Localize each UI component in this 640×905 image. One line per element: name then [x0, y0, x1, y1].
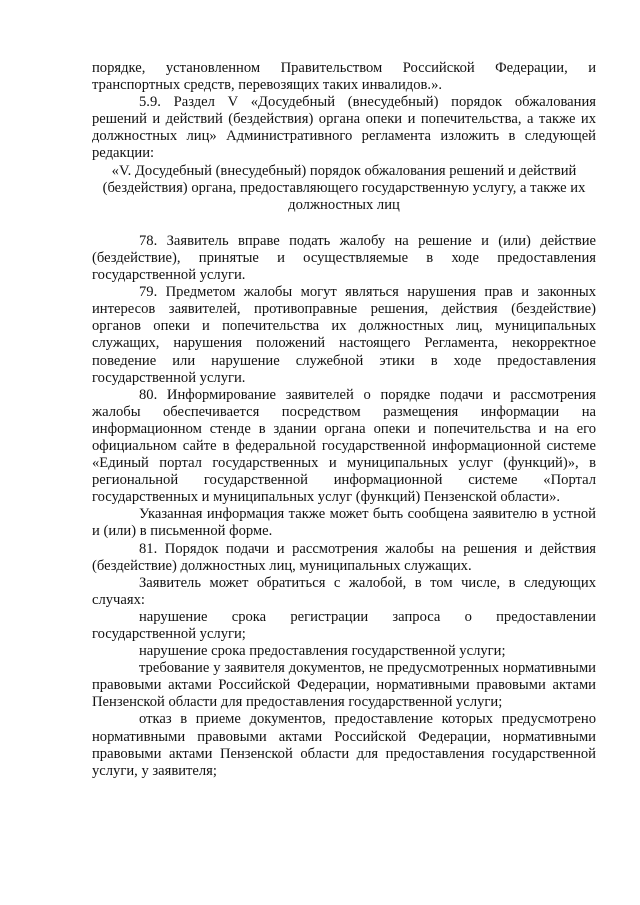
paragraph-79: 79. Предметом жалобы могут являться нарушения прав и законных интересов заявителей, противоправные решения, действия (бездействие) органов опеки и попечительства их должностных лиц, муниципальных служащих, нарушения положений настоящего Регламента, некорректное поведение или нарушение служебной этики в ходе предоставления государственной услуги. [92, 284, 596, 386]
paragraph-78: 78. Заявитель вправе подать жалобу на решение и (или) действие (бездействие), принятые и осуществляемые в ходе предоставления государственной услуги. [92, 232, 596, 284]
paragraph-80-note: Указанная информация также может быть сообщена заявителю в устной и (или) в письменной форме. [92, 506, 596, 540]
paragraph-cases-intro: Заявитель может обратиться с жалобой, в том числе, в следующих случаях: [92, 574, 596, 608]
list-item-documents-required: требование у заявителя документов, не предусмотренных нормативными правовыми актами Российской Федерации, нормативными правовыми актами Пензенской области для предоставления государственной услуги; [92, 660, 596, 711]
list-item-refusal: отказ в приеме документов, предоставление которых предусмотрено нормативными правовыми актами Российской Федерации, нормативными правовыми актами Пензенской области для предоставления государственной услуги, у заявителя; [92, 711, 596, 779]
paragraph-81: 81. Порядок подачи и рассмотрения жалобы на решения и действия (бездействие) должностных лиц, муниципальных служащих. [92, 540, 596, 574]
spacer [92, 214, 596, 233]
section-heading: «V. Досудебный (внесудебный) порядок обжалования решений и действий (бездействия) органа, предоставляющего государственную услугу, а также их должностных лиц [102, 162, 586, 213]
document-page [92, 60, 596, 780]
paragraph-80: 80. Информирование заявителей о порядке подачи и рассмотрения жалобы обеспечивается посредством размещения информации на информационном стенде в здании органа опеки и попечительства и на его официальном сайте в федеральной государственной информационной системе «Единый портал государственных и муниципальных услуг (функций)», в региональной государственной информационной системе «Портал государственных и муниципальных услуг (функций) Пензенской области». [92, 386, 596, 506]
list-item-deadline: нарушение срока предоставления государственной услуги; [139, 643, 506, 660]
list-item-registration: нарушение срока регистрации запроса о предоставлении государственной услуги; [92, 608, 596, 642]
paragraph-continuation: порядке, установленном Правительством Российской Федерации, и транспортных средств, перевозящих таких инвалидов.». [92, 60, 596, 94]
paragraph-5-9: 5.9. Раздел V «Досудебный (внесудебный) порядок обжалования решений и действий (бездействия) органа опеки и попечительства, а также их должностных лиц» Административного регламента изложить в следующей редакции: [92, 94, 596, 162]
